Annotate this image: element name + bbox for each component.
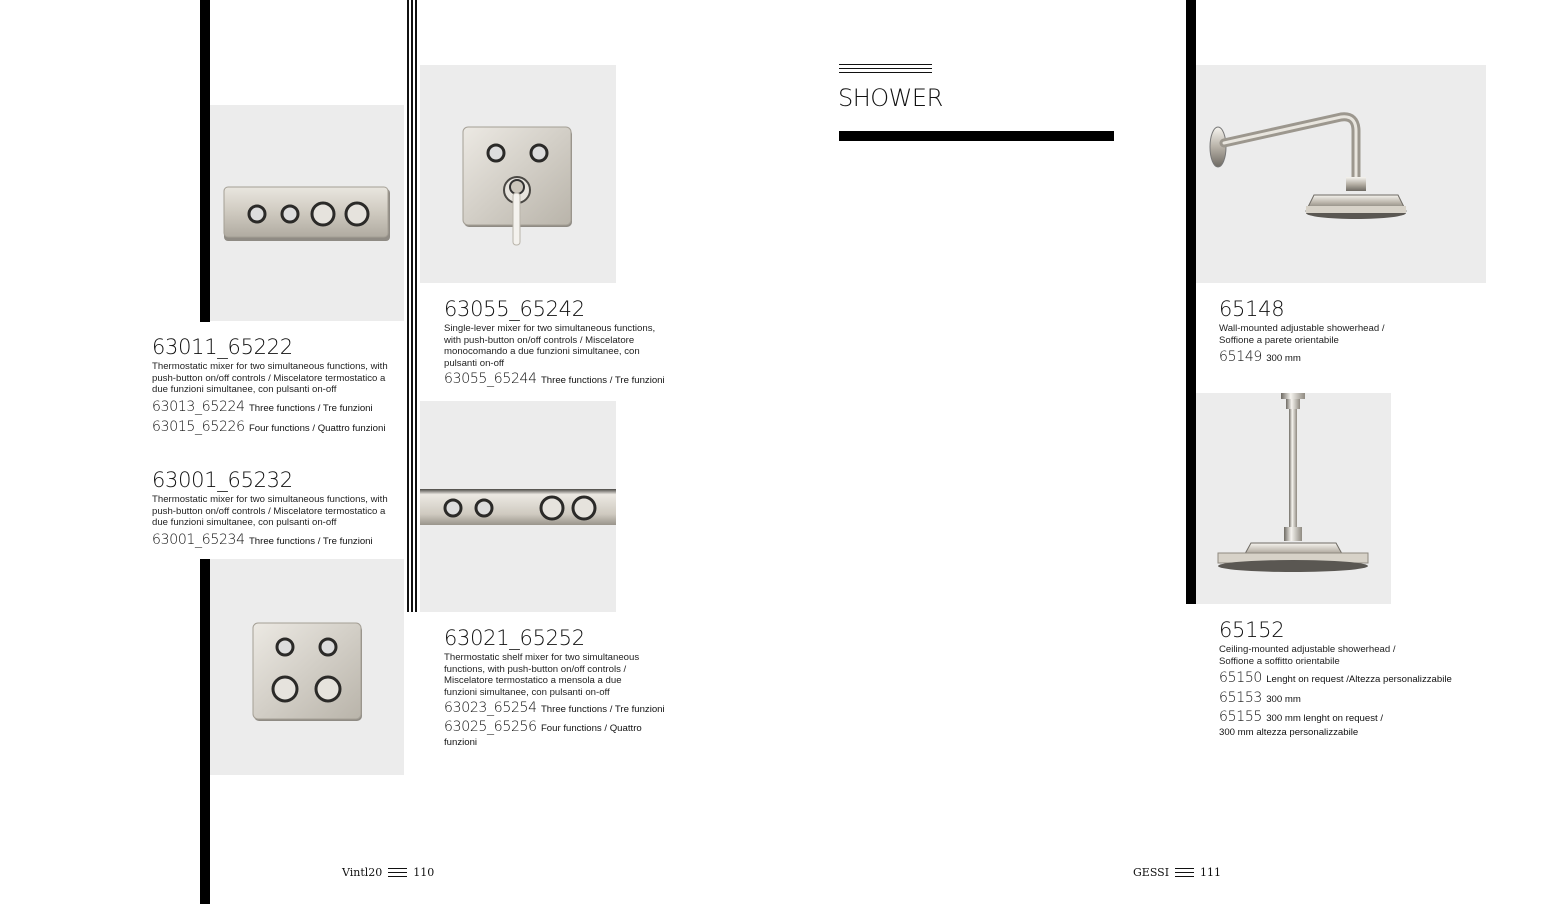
product-block-65152 [1219, 618, 1459, 739]
product-photo-63001 [210, 559, 404, 775]
product-code: 63001_65232 [152, 468, 293, 492]
left-vertical-rule-top [200, 0, 210, 322]
variant-label: 300 mm [1266, 694, 1301, 705]
footer-lines-icon [388, 868, 407, 877]
variant-code: 65150 [1219, 670, 1263, 686]
product-code: 65152 [1219, 618, 1285, 642]
product-photo-63021 [420, 401, 616, 612]
variant-label: Lenght on request /Altezza personalizzabile [1266, 674, 1452, 685]
footer-right [1133, 866, 1221, 879]
variant-line [152, 418, 398, 438]
section-title: SHOWER [838, 84, 943, 112]
variant-code: 65153 [1219, 690, 1263, 706]
variant-code: 65149 [1219, 349, 1263, 365]
variant-code: 63023_65254 [444, 700, 537, 716]
variant-line [1219, 689, 1459, 709]
variant-code: 63001_65234 [152, 531, 245, 548]
product-code: 63011_65222 [152, 335, 293, 359]
triple-vertical-rule [407, 0, 417, 612]
footer-brand: Vintl20 [342, 866, 383, 879]
footer-left [342, 866, 434, 879]
section-header-lines-icon [839, 64, 932, 73]
product-block-63001 [152, 468, 398, 551]
section-title-underline [839, 131, 1114, 141]
product-description: Single-lever mixer for two simultaneous functions, with push-button on/off controls / Miscelatore monocomando a due funzioni simultanee, con pulsanti on-off [444, 323, 656, 369]
variant-label: Three functions / Tre funzioni [540, 375, 665, 386]
variant-line [1219, 348, 1419, 368]
product-code: 63055_65242 [444, 297, 585, 321]
product-description: Wall-mounted adjustable showerhead / Soffione a parete orientabile [1219, 323, 1385, 346]
variant-line [1219, 669, 1459, 689]
variant-label: Three functions / Tre funzioni [248, 402, 373, 414]
variant-line [152, 398, 398, 418]
product-block-65148 [1219, 297, 1419, 368]
variant-line [1219, 711, 1399, 739]
product-block-63055 [444, 297, 666, 390]
variant-code: 63013_65224 [152, 398, 245, 415]
product-description: Ceiling-mounted adjustable showerhead / Soffione a soffitto orientabile [1219, 644, 1396, 667]
variant-label: 300 mm lenght on request / 300 mm altezza personalizzabile [1219, 713, 1383, 738]
product-description: Thermostatic mixer for two simultaneous functions, with push-button on/off controls / Miscelatore termostatico a due funzioni simultanee, con pulsanti on-off [152, 494, 388, 528]
product-code: 63021_65252 [444, 626, 585, 650]
variant-label: Four functions / Quattro funzioni [248, 422, 386, 434]
variant-code: 63055_65244 [444, 371, 537, 387]
product-block-63011 [152, 335, 398, 438]
variant-code: 63015_65226 [152, 418, 245, 435]
footer-brand: GESSI [1133, 866, 1170, 879]
variant-label: 300 mm [1266, 353, 1301, 364]
footer-lines-icon [1175, 868, 1194, 877]
right-vertical-rule [1186, 0, 1196, 604]
variant-code: 65155 [1219, 709, 1263, 725]
product-description: Thermostatic mixer for two simultaneous functions, with push-button on/off controls / Miscelatore termostatico a due funzioni simultanee, con pulsanti on-off [152, 361, 388, 395]
variant-label: Three functions / Tre funzioni [540, 704, 665, 715]
product-description: Thermostatic shelf mixer for two simultaneous functions, with push-button on/off controls / Miscelatore termostatico a mensola a due funzioni simultanee, con pulsanti on-off [444, 652, 640, 698]
variant-line [444, 370, 666, 390]
variant-label: Four functions / Quattro funzioni [444, 723, 642, 748]
product-block-63021 [444, 626, 665, 749]
variant-code: 63025_65256 [444, 719, 537, 735]
page-number: 111 [1200, 866, 1222, 879]
variant-line [444, 699, 665, 719]
left-vertical-rule-bottom [200, 559, 210, 904]
variant-label: Three functions / Tre funzioni [248, 535, 373, 547]
variant-line [444, 721, 656, 749]
product-photo-63011 [210, 105, 404, 321]
variant-line [152, 531, 398, 551]
product-photo-65148 [1196, 65, 1486, 283]
page-number: 110 [413, 866, 435, 879]
product-code: 65148 [1219, 297, 1285, 321]
product-photo-63055 [420, 65, 616, 283]
product-photo-65152 [1196, 393, 1391, 604]
